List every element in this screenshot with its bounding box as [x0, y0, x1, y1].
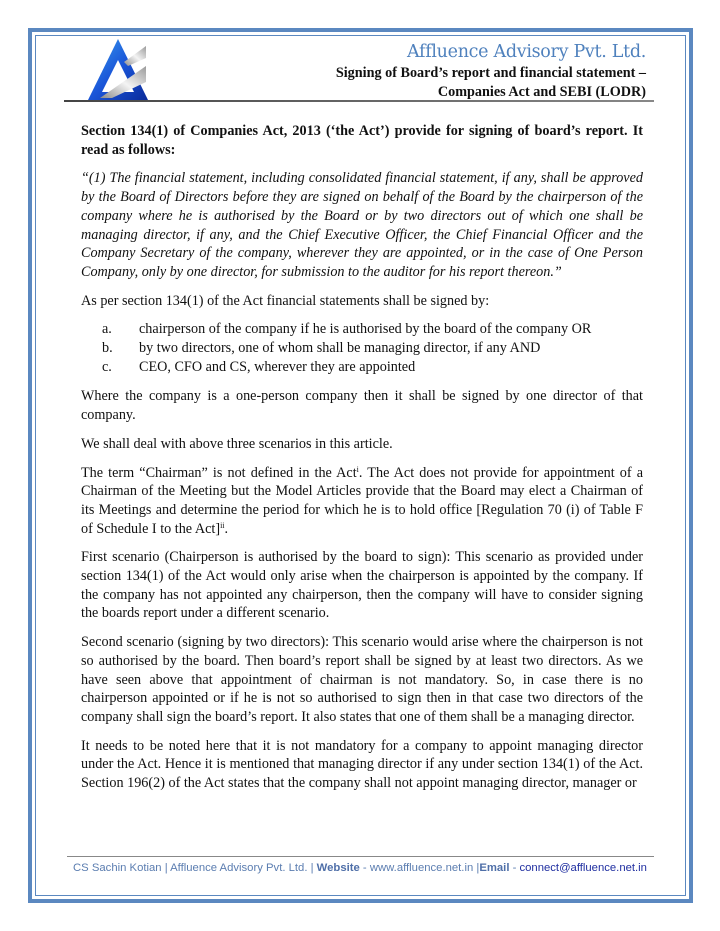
company-brand: Affluence Advisory Pvt. Ltd. — [407, 42, 646, 62]
subtitle-line-2: Companies Act and SEBI (LODR) — [437, 84, 646, 100]
list-item — [81, 358, 643, 377]
triangle-logo-icon — [88, 36, 148, 101]
statute-quote: “(1) The financial statement, including consolidated financial statement, if any, shall be approved by the Board of Directors before they are signed on behalf of the Board by the chairperson of the company where he is authorised by the Board or by two directors out of which one shall be managing director, if any, and the Chief Executive Officer, the Chief Financial Officer and the Company Secretary of the company, wherever they are appointed, or in the case of One Person Company, only by one director, for submission to the auditor for his report thereon.” — [81, 170, 643, 280]
list-item-text: CEO, CFO and CS, wherever they are appointed — [139, 358, 416, 375]
scenarios-paragraph: We shall deal with above three scenarios in this article. — [81, 435, 393, 452]
website-label: Website — [316, 862, 360, 874]
email-link[interactable]: connect@affluence.net.in — [519, 862, 647, 874]
chairman-text-1: The term “Chairman” is not defined in the Act — [81, 464, 357, 481]
first-scenario-paragraph: First scenario (Chairperson is authorised by the board to sign): This scenario as provided under section 134(1) of the Act would only arise when the chairperson is appointed by the company. If the company has not appointed any chairperson, then the company will have to consider signing the boards report under a different scenario. — [81, 549, 643, 622]
document-body — [81, 122, 643, 803]
email-separator: - — [509, 862, 520, 874]
website-link[interactable]: www.affluence.net.in | — [369, 862, 480, 874]
opc-paragraph: Where the company is a one-person company then it shall be signed by one director of that company. — [81, 388, 643, 424]
page-header — [64, 36, 654, 102]
chairman-text-3: . — [224, 520, 229, 537]
signatory-list — [81, 320, 643, 376]
document-subtitle — [336, 64, 646, 102]
list-item — [81, 320, 643, 339]
subtitle-line-1: Signing of Board’s report and financial statement – — [335, 65, 646, 81]
website-separator: - — [359, 862, 370, 874]
list-marker: b. — [102, 340, 113, 357]
footer-divider — [67, 856, 654, 857]
footer-author: CS Sachin Kotian | Affluence Advisory Pvt. Ltd. | — [73, 862, 317, 874]
chairman-paragraph — [81, 464, 643, 539]
intro-paragraph: As per section 134(1) of the Act financial statements shall be signed by: — [81, 292, 490, 309]
list-marker: c. — [102, 358, 112, 375]
chairman-text-2: . The Act does not provide for appointment of a Chairman of the Meeting but the Model Articles provide that the Board may elect a Chairman of its Meetings and determine the period for which he is to hold office [Regulation 70 (i) of Table F of Schedule I to the Act] — [81, 464, 643, 537]
page-footer — [0, 862, 720, 874]
list-marker: a. — [102, 321, 112, 338]
list-item-text: chairperson of the company if he is authorised by the board of the company OR — [139, 321, 592, 338]
md-note-paragraph: It needs to be noted here that it is not mandatory for a company to appoint managing director under the Act. Hence it is mentioned that managing director if any under section 134(1) of the Act. Section 196(2) of the Act states that the company shall not appoint managing director, manager or — [81, 737, 643, 792]
second-scenario-paragraph: Second scenario (signing by two directors): This scenario would arise where the chairperson is not so authorised by the board. Then board’s report shall be signed by at least two directors. As we have seen above that appointment of chairman is not mandatory. So, in case there is no chairperson appointed or if he is not so authorised to sign then in that case two directors of the company shall sign the board’s report. It also states that one of them shall be a managing director. — [81, 634, 643, 725]
header-divider — [64, 100, 654, 102]
list-item — [81, 339, 643, 358]
list-item-text: by two directors, one of whom shall be managing director, if any AND — [139, 340, 541, 357]
email-label: Email — [479, 862, 510, 874]
footnote-ref-i[interactable]: i — [356, 464, 359, 474]
footnote-ref-ii[interactable]: ii — [220, 520, 225, 530]
section-heading: Section 134(1) of Companies Act, 2013 (‘the Act’) provide for signing of board’s report. It read as follows: — [81, 123, 643, 158]
